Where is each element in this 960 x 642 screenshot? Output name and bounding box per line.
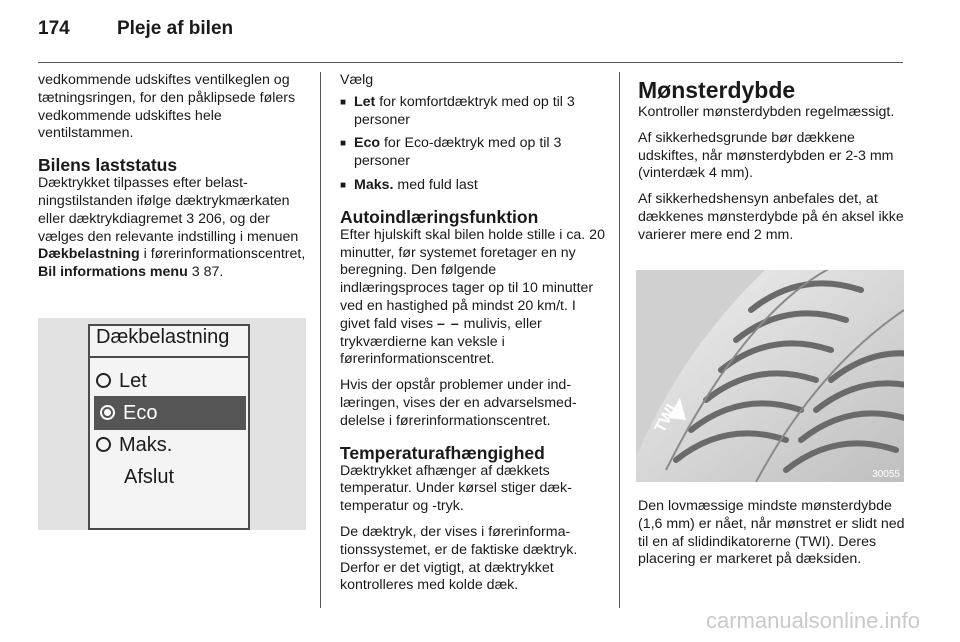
load-status-paragraph: Dæktrykket tilpasses efter belastningstilstanden ifølge dæktrykmærkaten eller dæktrykdiagremet 3 206, og der vælges den relevante indstilling i menuen Dækbelastning i førerinformationscentret, Bil informations menu 3 87. — [38, 175, 306, 281]
figure-number: 30055 — [872, 469, 900, 480]
temperature-paragraph: Dæktrykket afhænger af dækkets temperatur. Under kørsel stiger dæktemperatur og -tryk. — [340, 462, 572, 515]
tread-paragraph-1: Kontroller mønsterdybden regelmæssigt. — [638, 104, 895, 120]
section-heading-tread-depth: Mønsterdybde — [638, 77, 796, 103]
menu-name: Bil informations menu — [38, 264, 188, 281]
screen-divider — [90, 356, 248, 358]
screen-option-eco-selected: Eco — [94, 396, 246, 430]
menu-name: Dækbelastning — [38, 246, 140, 263]
radio-selected-icon — [100, 405, 115, 420]
column-divider — [619, 72, 620, 608]
screen-option-afslut: Afslut — [124, 466, 175, 488]
radio-icon — [96, 373, 111, 388]
tire-tread-illustration — [636, 270, 904, 482]
intro-paragraph: vedkommende udskiftes ventilkeglen og tætningsringen, for den påklipsede følers vedkommende udskiftes hele ventilstammen. — [38, 72, 296, 142]
page-title: Pleje af bilen — [116, 18, 234, 39]
screen-title: Dækbelastning — [96, 326, 230, 348]
ref-arrow-icon: 3 — [191, 264, 200, 281]
page-number: 174 — [38, 18, 70, 39]
tread-paragraph-2: Af sikkerhedsgrunde bør dækkene udskiftes, når mønsterdybden er 2-3 mm (vinterdæk 4 mm). — [638, 129, 894, 182]
dash-symbol: – – — [437, 315, 460, 332]
select-label: Vælg — [340, 72, 374, 88]
header-rule — [38, 62, 903, 63]
page-header — [38, 18, 233, 40]
autolearn-paragraph: Efter hjulskift skal bilen holde stille i ca. 20 minutter, før systemet foretager en ny beregning. Den følgende indlæringsproces tager op til 10 minutter ved en hastighed på mindst 20 km/t. I givet fald vises – – mulivis, eller trykværdierne kan veksle i førerinformationscentret. — [340, 226, 605, 368]
tire-tread-figure — [636, 270, 904, 482]
cold-tire-paragraph: De dæktryk, der vises i førerinformationssystemet, er de faktiske dæktryk. Derfor er det vigtigt, at dæktrykket kontrolleres med kolde dæk. — [340, 523, 578, 594]
column-2 — [340, 72, 608, 603]
watermark: carmanualsonline.info — [705, 608, 920, 633]
screen-option-maks: Maks. — [96, 434, 172, 457]
page-reference[interactable]: 87 — [203, 264, 220, 281]
problem-paragraph: Hvis der opstår problemer under indlæringen, vises der en advarselsmeddelelse i førerinformationscentret. — [340, 377, 577, 429]
column-divider — [320, 72, 321, 608]
list-item: ■ Eco for Eco-dæktryk med op til 3 personer — [340, 135, 608, 171]
column-3 — [638, 76, 906, 253]
page-reference[interactable]: 206 — [198, 210, 222, 227]
screen-option-let: Let — [96, 370, 147, 393]
option-list — [340, 94, 608, 195]
section-heading-autolearn: Autoindlæringsfunktion — [340, 206, 539, 227]
section-heading-temperature: Temperaturafhængighed — [340, 442, 545, 463]
list-item: ■ Let for komfortdæktryk med op til 3 personer — [340, 94, 608, 130]
radio-icon — [96, 437, 111, 452]
list-item: ■ Maks. med fuld last — [340, 177, 608, 195]
tread-paragraph-3: Af sikkerhedshensyn anbefales det, at dækkenes mønsterdybde på én aksel ikke varierer mere end 2 mm. — [638, 191, 904, 243]
column-1 — [38, 72, 306, 290]
section-heading-load-status: Bilens laststatus — [38, 155, 178, 176]
twi-paragraph: Den lovmæssige mindste mønsterdybde (1,6 mm) er nået, når mønstret er slidt ned til en af slidindikatorerne (TWI). Deres placering er markeret på dæksiden. — [638, 498, 905, 568]
twi-label: TWI — [651, 401, 681, 436]
column-3-bottom — [638, 498, 906, 577]
tire-load-screen-figure — [38, 318, 306, 530]
ref-arrow-icon: 3 — [186, 210, 195, 227]
